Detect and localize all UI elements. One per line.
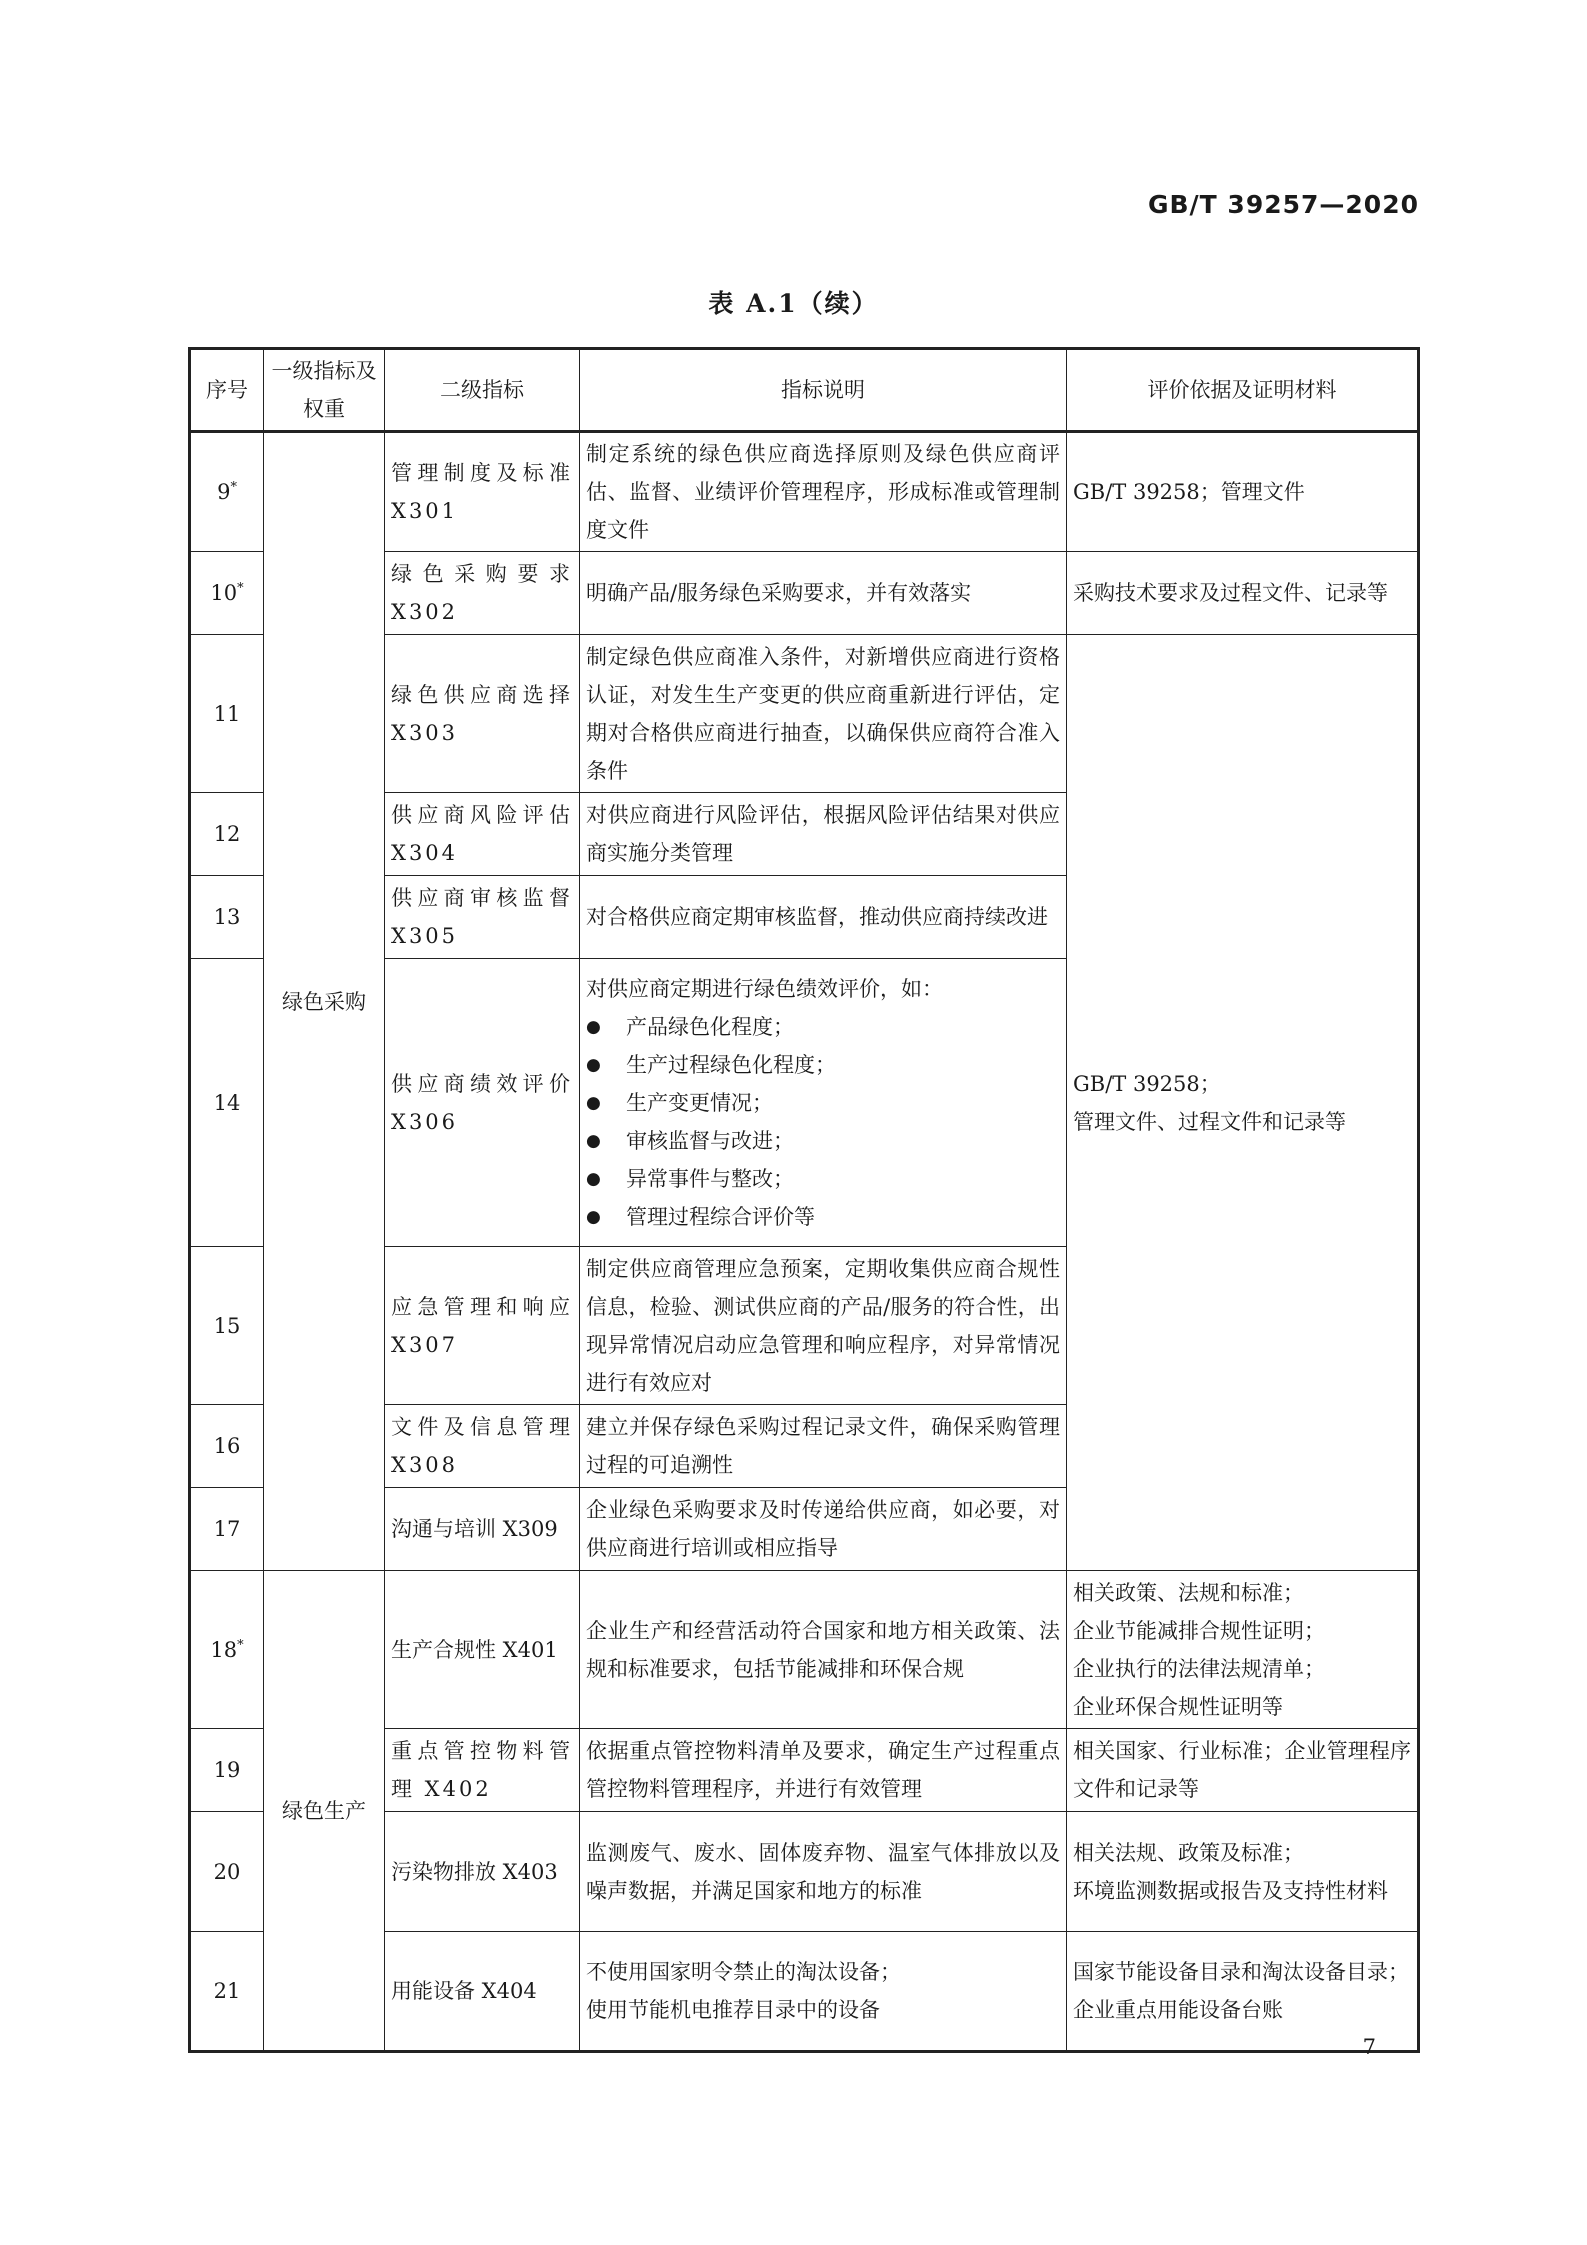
level2-indicator: 应急管理和响应 X307 xyxy=(385,1247,580,1405)
level2-indicator: 绿色采购要求 X302 xyxy=(385,552,580,635)
row-number: 10* xyxy=(190,552,264,635)
level2-indicator: 用能设备 X404 xyxy=(385,1932,580,2052)
row-number: 16 xyxy=(190,1405,264,1488)
level2-indicator: 重点管控物料管理 X402 xyxy=(385,1729,580,1812)
standard-number: GB/T 39257—2020 xyxy=(1147,190,1419,219)
indicator-description: 企业绿色采购要求及时传递给供应商，如必要，对供应商进行培训或相应指导 xyxy=(580,1488,1067,1571)
list-item: ● 异常事件与整改； xyxy=(586,1160,1060,1198)
row-number: 9* xyxy=(190,432,264,552)
header-level1: 一级指标及权重 xyxy=(264,349,385,432)
level2-indicator: 生产合规性 X401 xyxy=(385,1571,580,1729)
table-header-row xyxy=(190,349,1419,432)
header-description: 指标说明 xyxy=(580,349,1067,432)
level2-indicator: 供应商审核监督 X305 xyxy=(385,876,580,959)
row-number: 13 xyxy=(190,876,264,959)
list-item: ● 生产过程绿色化程度； xyxy=(586,1046,1060,1084)
evaluation-basis: 采购技术要求及过程文件、记录等 xyxy=(1067,552,1419,635)
evaluation-basis: 相关国家、行业标准；企业管理程序文件和记录等 xyxy=(1067,1729,1419,1812)
indicator-description: 对供应商进行风险评估，根据风险评估结果对供应商实施分类管理 xyxy=(580,793,1067,876)
evaluation-basis: 国家节能设备目录和淘汰设备目录； 企业重点用能设备台账 xyxy=(1067,1932,1419,2052)
indicator-description: 监测废气、废水、固体废弃物、温室气体排放以及噪声数据，并满足国家和地方的标准 xyxy=(580,1812,1067,1932)
level1-green-production: 绿色生产 xyxy=(264,1571,385,2052)
level2-indicator: 供应商风险评估 X304 xyxy=(385,793,580,876)
level2-indicator: 管理制度及标准 X301 xyxy=(385,432,580,552)
level2-indicator: 污染物排放 X403 xyxy=(385,1812,580,1932)
row-number: 17 xyxy=(190,1488,264,1571)
table-row xyxy=(190,432,1419,552)
row-number: 18* xyxy=(190,1571,264,1729)
list-item: ● 管理过程综合评价等 xyxy=(586,1198,1060,1236)
indicator-description: 制定供应商管理应急预案，定期收集供应商合规性信息，检验、测试供应商的产品/服务的符合性，出现异常情况启动应急管理和响应程序，对异常情况进行有效应对 xyxy=(580,1247,1067,1405)
level1-green-procurement: 绿色采购 xyxy=(264,432,385,1571)
list-item: ● 生产变更情况； xyxy=(586,1084,1060,1122)
indicator-description: 不使用国家明令禁止的淘汰设备； 使用节能机电推荐目录中的设备 xyxy=(580,1932,1067,2052)
evaluation-basis: GB/T 39258；管理文件 xyxy=(1067,432,1419,552)
indicator-description: 建立并保存绿色采购过程记录文件，确保采购管理过程的可追溯性 xyxy=(580,1405,1067,1488)
header-basis: 评价依据及证明材料 xyxy=(1067,349,1419,432)
indicator-description: 对合格供应商定期审核监督，推动供应商持续改进 xyxy=(580,876,1067,959)
row-number: 12 xyxy=(190,793,264,876)
level2-indicator: 供应商绩效评价 X306 xyxy=(385,959,580,1247)
indicator-description: 明确产品/服务绿色采购要求，并有效落实 xyxy=(580,552,1067,635)
row-number: 11 xyxy=(190,635,264,793)
indicator-description xyxy=(580,959,1067,1247)
level2-indicator: 文件及信息管理 X308 xyxy=(385,1405,580,1488)
evaluation-table xyxy=(188,347,1420,2053)
indicator-description: 制定绿色供应商准入条件，对新增供应商进行资格认证，对发生生产变更的供应商重新进行评估，定期对合格供应商进行抽查，以确保供应商符合准入条件 xyxy=(580,635,1067,793)
list-item: ● 审核监督与改进； xyxy=(586,1122,1060,1160)
header-no: 序号 xyxy=(190,349,264,432)
row-number: 21 xyxy=(190,1932,264,2052)
evaluation-basis: 相关政策、法规和标准； 企业节能减排合规性证明； 企业执行的法律法规清单； 企业环保合规性证明等 xyxy=(1067,1571,1419,1729)
level2-indicator: 沟通与培训 X309 xyxy=(385,1488,580,1571)
evaluation-basis: 相关法规、政策及标准； 环境监测数据或报告及支持性材料 xyxy=(1067,1812,1419,1932)
level2-indicator: 绿色供应商选择 X303 xyxy=(385,635,580,793)
indicator-description: 依据重点管控物料清单及要求，确定生产过程重点管控物料管理程序，并进行有效管理 xyxy=(580,1729,1067,1812)
row-number: 14 xyxy=(190,959,264,1247)
evaluation-basis: GB/T 39258； 管理文件、过程文件和记录等 xyxy=(1067,635,1419,1571)
list-item: ● 产品绿色化程度； xyxy=(586,1008,1060,1046)
header-level2: 二级指标 xyxy=(385,349,580,432)
table-title: 表 A.1（续） xyxy=(708,289,879,318)
page-number: 7 xyxy=(1362,2035,1376,2059)
row-number: 20 xyxy=(190,1812,264,1932)
row-number: 15 xyxy=(190,1247,264,1405)
bullet-list xyxy=(586,1008,1060,1236)
indicator-description: 制定系统的绿色供应商选择原则及绿色供应商评估、监督、业绩评价管理程序，形成标准或管理制度文件 xyxy=(580,432,1067,552)
table-row xyxy=(190,1571,1419,1729)
description-intro: 对供应商定期进行绿色绩效评价，如： xyxy=(586,976,943,1001)
indicator-description: 企业生产和经营活动符合国家和地方相关政策、法规和标准要求，包括节能减排和环保合规 xyxy=(580,1571,1067,1729)
row-number: 19 xyxy=(190,1729,264,1812)
